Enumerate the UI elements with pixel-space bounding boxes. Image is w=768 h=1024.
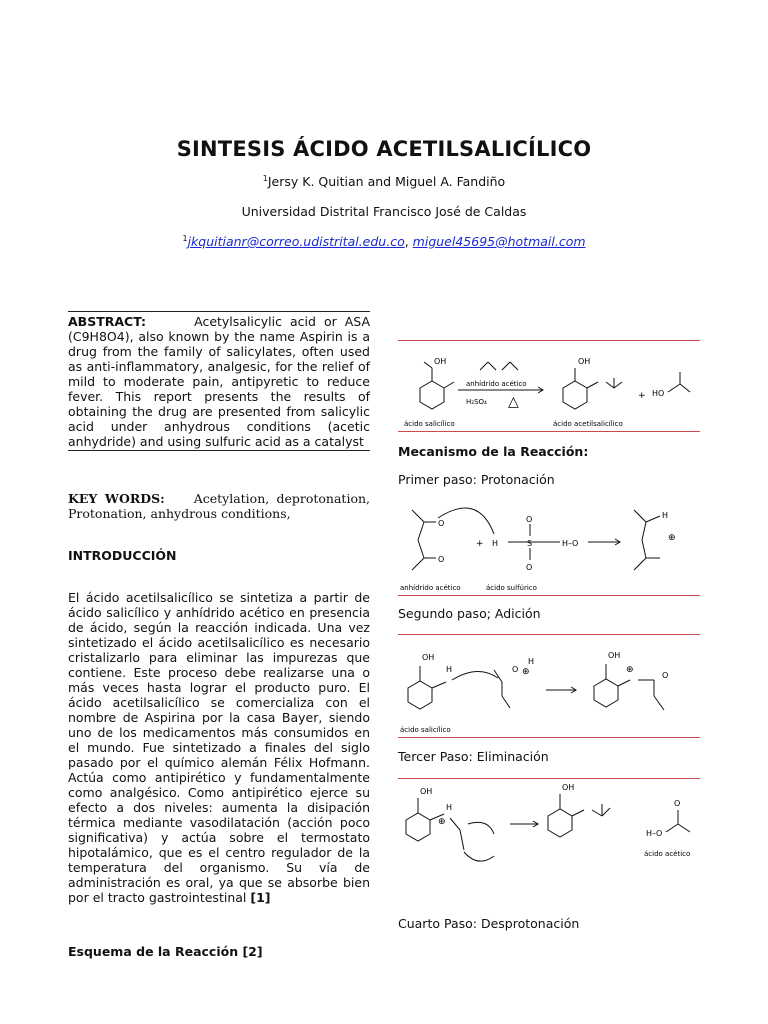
step1-o-2: O: [438, 555, 445, 564]
step3-oh-2: OH: [562, 783, 575, 792]
step3-ring-1: [406, 813, 430, 841]
step2-o: O: [512, 665, 519, 674]
step1-figure-rule: [398, 595, 700, 596]
salicylic-ring: [420, 381, 444, 409]
email-line: [0, 234, 768, 249]
author-names: Jersy K. Quitian and Miguel A. Fandiño: [267, 174, 506, 190]
keywords-label: KEY WORDS:: [68, 491, 165, 506]
step3-oh-1: OH: [420, 787, 433, 796]
scheme-heat-triangle: △: [508, 394, 519, 410]
step1-figure: [398, 496, 700, 596]
step3-o: O: [674, 799, 681, 808]
email-superscript: 1: [182, 234, 188, 243]
aspirin-ring: [563, 381, 587, 409]
scheme-aspirin-label: ácido acetilsalicílico: [553, 420, 623, 428]
step2-ring-1: [408, 681, 432, 709]
keywords-text: Acetylation, deprotonation, Protonation, anhydrous conditions,: [68, 491, 370, 521]
abstract-label: ABSTRACT:: [68, 314, 147, 329]
scheme-ho-label: HO: [652, 389, 665, 398]
step1-plus: +: [476, 539, 484, 549]
email-link-2[interactable]: miguel45695@hotmail.com: [412, 234, 586, 250]
step1-h: H: [492, 539, 499, 548]
step2-o-h: O: [662, 671, 669, 680]
figure-bottom-rule: [398, 431, 700, 432]
abstract-bottom-rule: [68, 450, 370, 451]
scheme-plus: +: [638, 391, 646, 401]
step3-ho: H–O: [646, 829, 663, 838]
step4-label: Cuarto Paso: Desprotonación: [398, 916, 580, 931]
step3-ring-2: [548, 809, 572, 837]
step1-o-top: O: [526, 515, 533, 524]
intro-text: El ácido acetilsalicílico se sintetiza a partir de ácido salicílico y anhídrido acético en presencia de ácido, según la reacción indicada. Una vez sintetizado el ácido acetilsalicílico es necesario cristalizarlo para eliminar las impurezas que contiene. Este proceso debe realizarse una o más veces hasta lograr el producto puro. El ácido acetilsalicílico se comercializa con el nombre de Aspirina por la casa Bayer, siendo uno de los medicamentos más consumidos en el mundo. Fue sintetizado a finales del siglo pasado por el químico alemán Félix Hofmann. Actúa como antipirético y fundamentalmente como analgésico. Como antipirético ejerce su efecto a dos niveles: aumenta la disipación térmica mediante vasodilatación (acción poco significativa) y actúa sobre el termostato hipotalámico, que es el centro regulador de la temperatura del organismo. Su vía de administración es oral, ya que se absorbe bien por el tracto gastrointestinal: [68, 590, 370, 905]
email-link-1[interactable]: jkquitianr@correo.udistrital.edu.co: [187, 234, 405, 250]
step2-ring-2: [594, 679, 618, 707]
step1-h-product: H: [662, 511, 669, 520]
step1-charge: ⊕: [668, 533, 676, 543]
intro-heading: INTRODUCCIÓN: [68, 548, 177, 563]
step2-h-2: H: [528, 657, 535, 666]
author-superscript: 1: [262, 174, 268, 183]
step3-h: H: [446, 803, 453, 812]
scheme-salicylic-label: ácido salicílico: [404, 420, 455, 428]
author-line: [0, 174, 768, 189]
university-name: Universidad Distrital Francisco José de Caldas: [241, 204, 527, 219]
step2-charge-1: ⊕: [522, 667, 530, 677]
step1-drawing: [398, 496, 700, 596]
intro-reference: [1]: [250, 890, 271, 905]
step3-figure-top-rule: [398, 778, 700, 779]
step1-o-1: O: [438, 519, 445, 528]
abstract-top-rule: [68, 311, 370, 312]
step1-label: Primer paso: Protonación: [398, 472, 555, 487]
step1-o-bottom: O: [526, 563, 533, 572]
step3-figure: [398, 778, 700, 874]
step3-label: Tercer Paso: Eliminación: [398, 749, 549, 764]
step3-drawing: [398, 778, 700, 874]
reaction-scheme-figure: [398, 340, 700, 432]
step2-oh-2: OH: [608, 651, 621, 660]
scheme-h2so4-label: H₂SO₄: [466, 398, 487, 406]
step2-drawing: [398, 634, 700, 738]
step1-oh: H–O: [562, 539, 579, 548]
scheme-heading: Esquema de la Reacción [2]: [68, 944, 263, 959]
intro-paragraph: [68, 590, 370, 905]
reaction-scheme-drawing: [398, 340, 700, 432]
step2-h-1: H: [446, 665, 453, 674]
step2-charge-2: ⊕: [626, 665, 634, 675]
step2-figure-bottom-rule: [398, 737, 700, 738]
step1-anhydride-label: anhídrido acético: [400, 584, 461, 592]
abstract-text: Acetylsalicylic acid or ASA (C9H8O4), also known by the name Aspirin is a drug from the family of salicylates, often used as anti-inflammatory, analgesic, for the relief of mild to moderate pain, antipyretic to reduce fever. This report presents the results of obtaining the drug are presented from salicylic acid under anhydrous conditions (acetic anhydride) and using sulfuric acid as a catalyst: [68, 314, 371, 449]
step2-figure: [398, 634, 700, 738]
scheme-oh-label-2: OH: [578, 357, 591, 366]
figure-top-rule: [398, 340, 700, 341]
abstract-block: [68, 314, 370, 449]
step1-s: S: [527, 539, 533, 548]
step2-salicylic-label: ácido salicílico: [400, 726, 451, 734]
scheme-oh-label: OH: [434, 357, 447, 366]
scheme-anhydride-label: anhídrido acético: [466, 380, 527, 388]
mechanism-heading: Mecanismo de la Reacción:: [398, 444, 589, 459]
step2-figure-top-rule: [398, 634, 700, 635]
paper-title: SINTESIS ÁCIDO ACETILSALICÍLICO: [176, 137, 592, 161]
keywords-block: [68, 491, 370, 521]
email-separator: ,: [404, 234, 413, 250]
step2-oh-1: OH: [422, 653, 435, 662]
step3-acetic-label: ácido acético: [644, 850, 691, 858]
step3-charge: ⊕: [438, 817, 446, 827]
step1-sulfuric-label: ácido sulfúrico: [486, 584, 537, 592]
step2-label: Segundo paso; Adición: [398, 606, 541, 621]
